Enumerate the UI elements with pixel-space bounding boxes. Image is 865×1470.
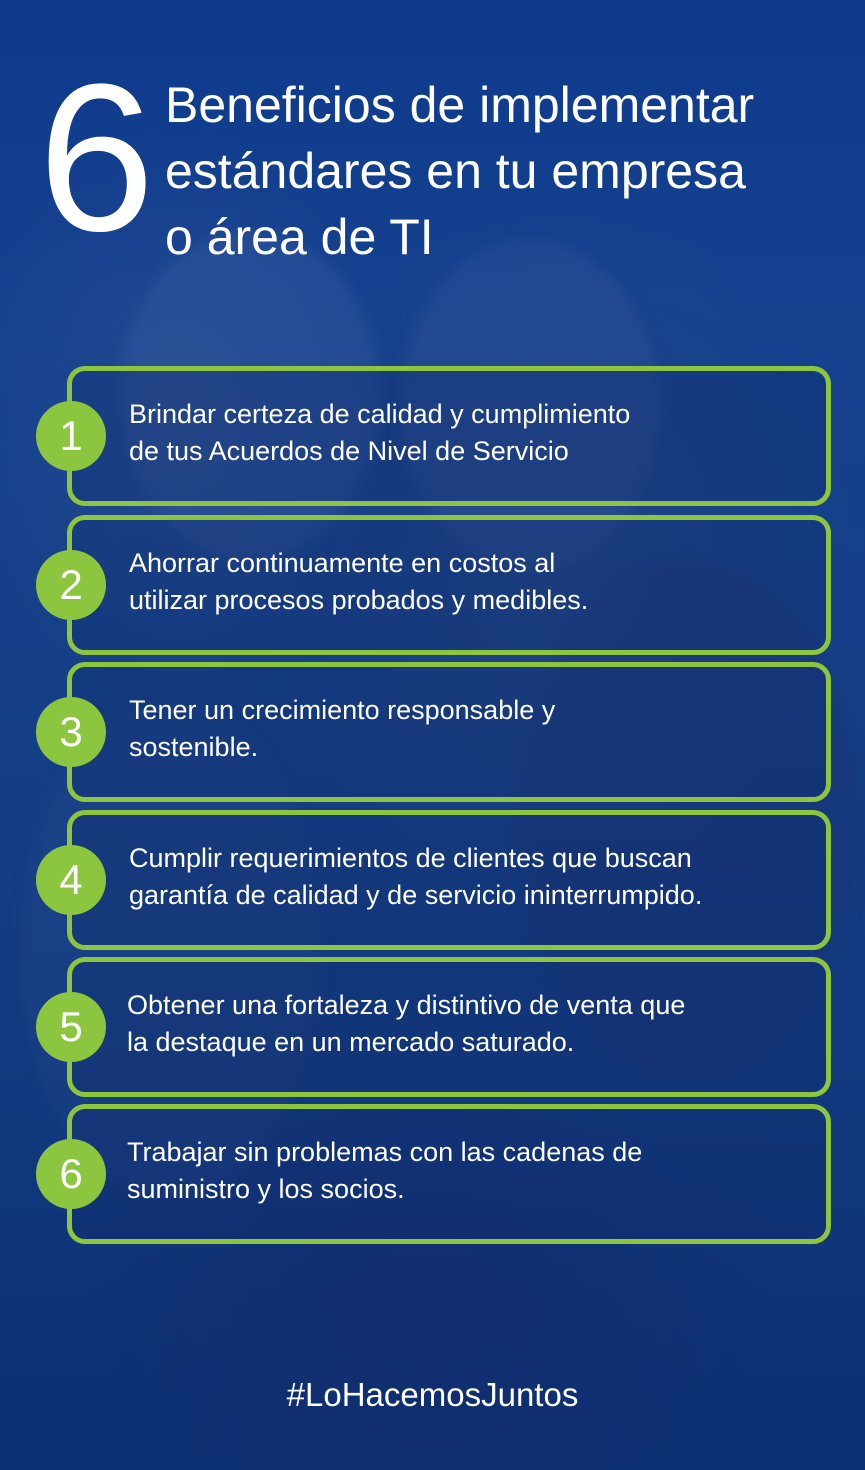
benefit-text-line: Brindar certeza de calidad y cumplimiento <box>129 399 631 429</box>
benefit-number-badge: 1 <box>36 401 106 471</box>
benefit-number-badge: 6 <box>36 1139 106 1209</box>
benefit-text <box>127 987 807 1061</box>
benefit-text-line: suministro y los socios. <box>127 1174 405 1204</box>
benefit-text-line: Ahorrar continuamente en costos al <box>129 548 556 578</box>
benefit-number-badge: 3 <box>36 697 106 767</box>
benefit-item-2 <box>0 515 865 655</box>
benefit-text-line: Obtener una fortaleza y distintivo de venta que <box>127 990 686 1020</box>
page-title <box>165 72 845 270</box>
benefit-item-5 <box>0 957 865 1097</box>
benefit-number-badge: 2 <box>36 550 106 620</box>
header-number: 6 <box>38 40 149 275</box>
title-line: estándares en tu empresa <box>165 143 746 199</box>
benefit-text <box>129 692 809 766</box>
benefit-text-line: de tus Acuerdos de Nivel de Servicio <box>129 436 569 466</box>
benefit-item-4 <box>0 810 865 950</box>
benefit-text-line: Trabajar sin problemas con las cadenas de <box>127 1137 643 1167</box>
benefit-text-line: la destaque en un mercado saturado. <box>127 1027 575 1057</box>
title-line: o área de TI <box>165 209 434 265</box>
benefit-number-badge: 5 <box>36 992 106 1062</box>
benefit-text-line: Tener un crecimiento responsable y <box>129 695 556 725</box>
benefit-text <box>129 545 809 619</box>
benefit-item-1 <box>0 366 865 506</box>
benefit-item-3 <box>0 662 865 802</box>
benefit-item-6 <box>0 1104 865 1244</box>
benefit-text-line: utilizar procesos probados y medibles. <box>129 585 589 615</box>
benefit-text <box>129 396 809 470</box>
footer-hashtag: #LoHacemosJuntos <box>286 1376 579 1413</box>
benefit-text-line: sostenible. <box>129 732 259 762</box>
title-line: Beneficios de implementar <box>165 77 755 133</box>
benefit-text-line: garantía de calidad y de servicio ininterrumpido. <box>129 880 703 910</box>
benefit-text <box>129 840 809 914</box>
benefit-number-badge: 4 <box>36 845 106 915</box>
benefit-text <box>127 1134 807 1208</box>
benefit-text-line: Cumplir requerimientos de clientes que buscan <box>129 843 692 873</box>
